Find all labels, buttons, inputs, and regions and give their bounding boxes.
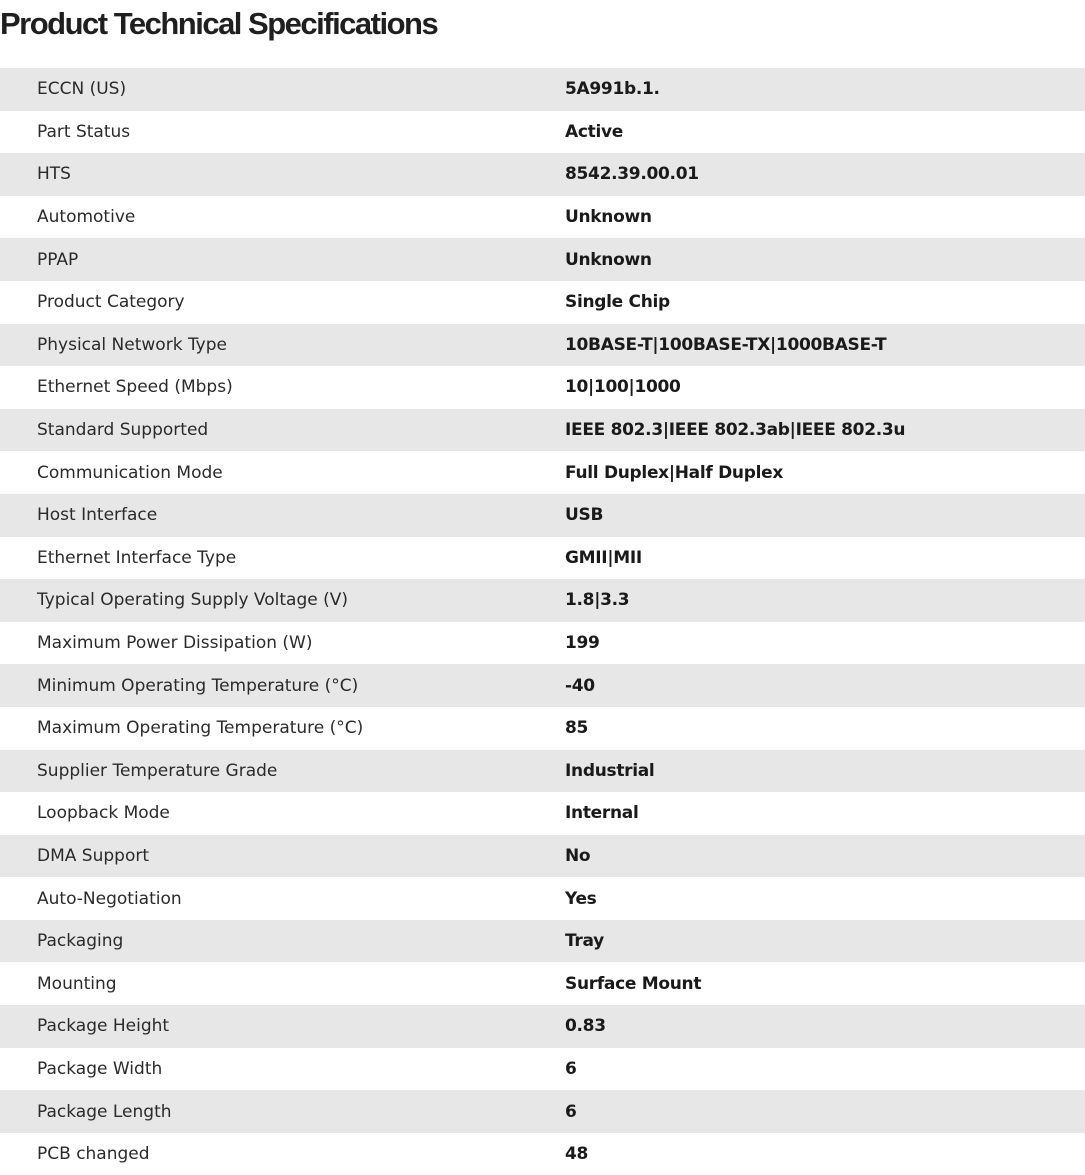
spec-row [0, 68, 1085, 111]
spec-row [0, 281, 1085, 324]
spec-row [0, 792, 1085, 835]
spec-value: 10BASE-T|100BASE-TX|1000BASE-T [565, 334, 887, 355]
spec-row [0, 494, 1085, 537]
spec-value: 8542.39.00.01 [565, 164, 699, 185]
page-title: Product Technical Specifications [0, 6, 438, 41]
spec-label: Minimum Operating Temperature (°C) [37, 675, 359, 696]
spec-row [0, 750, 1085, 793]
spec-row [0, 111, 1085, 154]
spec-label: Part Status [37, 121, 131, 142]
spec-row [0, 579, 1085, 622]
spec-row [0, 1048, 1085, 1091]
spec-value: 6 [565, 1058, 577, 1079]
spec-value: 0.83 [565, 1016, 606, 1037]
spec-label: Packaging [37, 931, 124, 952]
spec-label: Mounting [37, 973, 117, 994]
spec-label: Standard Supported [37, 420, 209, 441]
spec-row [0, 920, 1085, 963]
spec-row [0, 1005, 1085, 1048]
spec-label: Host Interface [37, 505, 158, 526]
spec-label: Loopback Mode [37, 803, 170, 824]
spec-label: Package Height [37, 1016, 170, 1037]
spec-value: GMII|MII [565, 547, 642, 568]
spec-row [0, 1090, 1085, 1133]
spec-label: Maximum Power Dissipation (W) [37, 633, 313, 654]
spec-label: PCB changed [37, 1144, 150, 1165]
spec-row [0, 451, 1085, 494]
spec-label: Supplier Temperature Grade [37, 760, 278, 781]
spec-label: Physical Network Type [37, 334, 227, 355]
spec-value: IEEE 802.3|IEEE 802.3ab|IEEE 802.3u [565, 420, 906, 441]
spec-value: Active [565, 121, 623, 142]
spec-value: 85 [565, 718, 589, 739]
spec-row [0, 366, 1085, 409]
spec-row [0, 409, 1085, 452]
spec-value: Yes [565, 888, 597, 909]
spec-value: Single Chip [565, 292, 670, 313]
spec-row [0, 196, 1085, 239]
spec-label: Ethernet Speed (Mbps) [37, 377, 233, 398]
spec-row [0, 962, 1085, 1005]
spec-label: Package Length [37, 1101, 172, 1122]
spec-value: 10|100|1000 [565, 377, 681, 398]
spec-value: Internal [565, 803, 639, 824]
spec-value: Tray [565, 931, 604, 952]
spec-row [0, 835, 1085, 878]
spec-value: 199 [565, 633, 600, 654]
spec-value: 6 [565, 1101, 577, 1122]
spec-row [0, 877, 1085, 920]
spec-value: Full Duplex|Half Duplex [565, 462, 784, 483]
spec-value: USB [565, 505, 604, 526]
spec-label: Maximum Operating Temperature (°C) [37, 718, 364, 739]
specs-table [0, 68, 1085, 1175]
spec-label: Ethernet Interface Type [37, 547, 237, 568]
spec-label: Product Category [37, 292, 185, 313]
spec-row [0, 324, 1085, 367]
spec-value: Industrial [565, 760, 655, 781]
spec-label: Typical Operating Supply Voltage (V) [37, 590, 348, 611]
spec-value: No [565, 845, 591, 866]
spec-value: Unknown [565, 207, 652, 228]
spec-label: Auto-Negotiation [37, 888, 182, 909]
spec-row [0, 238, 1085, 281]
spec-value: Unknown [565, 249, 652, 270]
spec-label: Package Width [37, 1058, 163, 1079]
spec-value: 5A991b.1. [565, 79, 660, 100]
spec-label: Automotive [37, 207, 136, 228]
spec-value: 48 [565, 1144, 589, 1165]
spec-value: 1.8|3.3 [565, 590, 630, 611]
spec-value: -40 [565, 675, 595, 696]
spec-value: Surface Mount [565, 973, 702, 994]
spec-row [0, 622, 1085, 665]
spec-row [0, 707, 1085, 750]
spec-label: HTS [37, 164, 71, 185]
spec-row [0, 153, 1085, 196]
spec-label: ECCN (US) [37, 79, 127, 100]
spec-row [0, 537, 1085, 580]
spec-label: PPAP [37, 249, 79, 270]
spec-row [0, 664, 1085, 707]
spec-label: DMA Support [37, 845, 149, 866]
spec-label: Communication Mode [37, 462, 223, 483]
